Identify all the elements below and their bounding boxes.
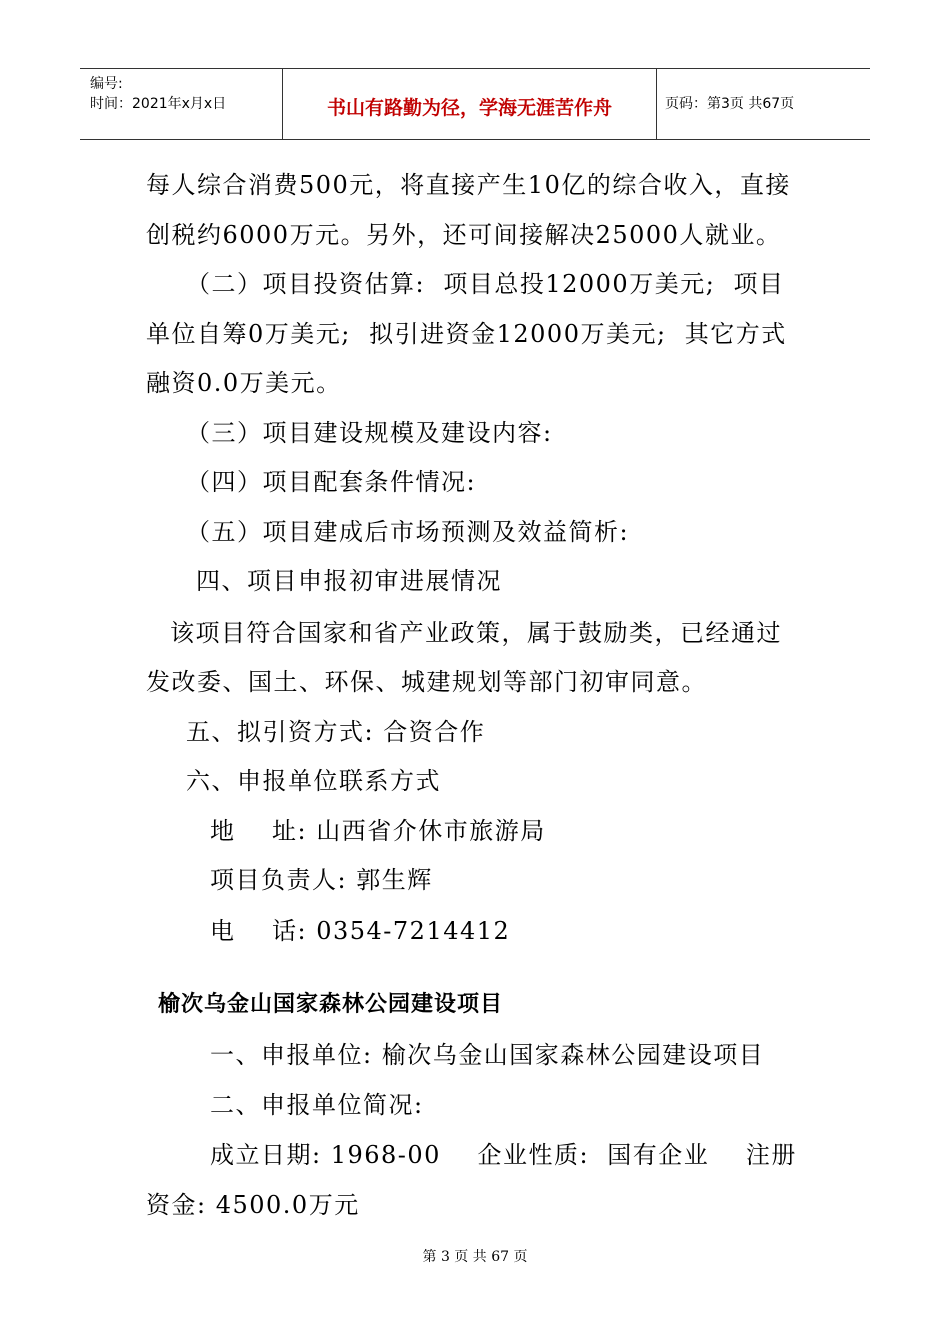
- contact-person: 项目负责人: 郭生辉: [210, 866, 433, 894]
- paragraph-line: 融资0.0万美元。: [146, 369, 342, 397]
- page-footer: 第 3 页 共 67 页: [422, 1249, 528, 1265]
- doc-number-label: 编号:: [90, 76, 123, 92]
- contact-address: 地 址: 山西省介休市旅游局: [210, 817, 546, 845]
- paragraph-line: 该项目符合国家和省产业政策，属于鼓励类，已经通过: [170, 619, 782, 647]
- paragraph-line: （二）项目投资估算: 项目总投12000万美元; 项目: [186, 270, 785, 298]
- contact-phone: 电 话: 0354-7214412: [210, 917, 511, 945]
- page-header: [80, 68, 870, 140]
- header-motto-cell: [283, 69, 657, 139]
- header-page-cell: [657, 69, 870, 139]
- header-page-info: 页码：第3页 共67页: [665, 96, 795, 112]
- section-heading: 一、申报单位: 榆次乌金山国家森林公园建设项目: [210, 1041, 765, 1069]
- section-heading: 五、拟引资方式: 合资合作: [186, 718, 486, 746]
- section-heading: 二、申报单位简况:: [210, 1091, 424, 1119]
- date-line: 时间：2021年x月x日: [90, 96, 227, 112]
- header-motto: 书山有路勤为径，学海无涯苦作舟: [326, 97, 612, 119]
- subheading: （三）项目建设规模及建设内容:: [186, 419, 553, 447]
- section-heading: 六、申报单位联系方式: [186, 767, 441, 795]
- project-title: 榆次乌金山国家森林公园建设项目: [158, 992, 504, 1017]
- paragraph-line: 每人综合消费500元，将直接产生10亿的综合收入，直接: [146, 171, 791, 199]
- subheading: （五）项目建成后市场预测及效益简析:: [186, 518, 630, 546]
- paragraph-line: 资金: 4500.0万元: [146, 1191, 360, 1219]
- paragraph-line: 单位自筹0万美元; 拟引进资金12000万美元; 其它方式: [146, 320, 787, 348]
- paragraph-line: 创税约6000万元。另外，还可间接解决25000人就业。: [146, 221, 782, 249]
- subheading: （四）项目配套条件情况:: [186, 468, 477, 496]
- paragraph-line: 发改委、国土、环保、城建规划等部门初审同意。: [146, 668, 707, 696]
- paragraph-line: 成立日期: 1968-00 企业性质: 国有企业 注册: [210, 1141, 797, 1169]
- section-heading: 四、项目申报初审进展情况: [196, 567, 502, 595]
- header-meta-cell: [80, 69, 283, 139]
